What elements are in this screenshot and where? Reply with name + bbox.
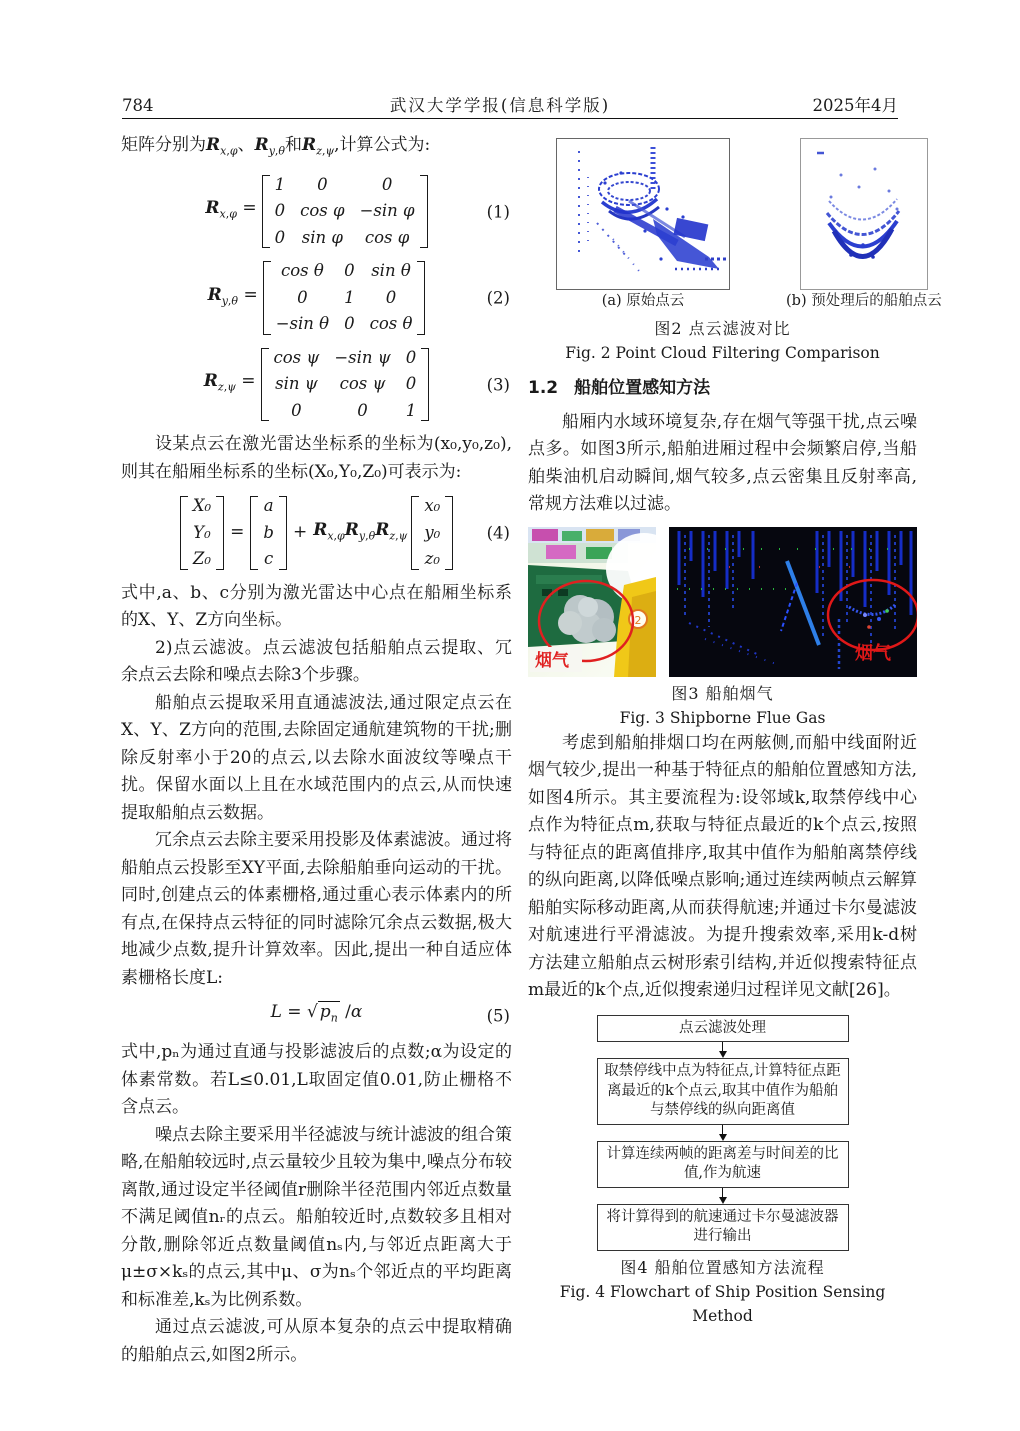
matrix-cell: 0 [274, 201, 286, 221]
paragraph: 式中,pₙ为通过直通与投影滤波后的点数;α为设定的体素常数。若L≤0.01,L取固定值0.01,防止栅格不含点云。 [121, 1042, 512, 1118]
matrix [261, 345, 430, 425]
flowchart-box-4: 将计算得到的航速通过卡尔曼滤波器进行输出 [597, 1204, 849, 1251]
matrix-bracket [262, 175, 270, 249]
matrix-label: $R_{y,\theta}$ = [207, 284, 258, 308]
left-column [121, 132, 512, 1369]
equals-sign: = [230, 522, 245, 543]
paragraph: 矩阵分别为$R_{x,\varphi}$、$R_{y,\theta}$和$R_{z,\psi}$,计算公式为: [121, 135, 431, 158]
paragraph: 2)点云滤波。点云滤波包括船舶点云提取、冗余点云去除和噪点去除3个步骤。 [121, 637, 512, 686]
matrix-bracket [417, 261, 425, 335]
matrix-cell: a [263, 496, 274, 516]
figure3-pointcloud-image [669, 527, 917, 677]
matrix-bracket [216, 496, 224, 570]
matrix-cell: 0 [381, 174, 393, 194]
vector [250, 493, 287, 573]
smoke-label-pointcloud: 烟气 [855, 642, 891, 664]
matrix-cell: 0 [344, 314, 355, 334]
figure-3 [528, 527, 917, 730]
equation-number: (5) [486, 1006, 510, 1026]
paragraph: 通过点云滤波,可从原本复杂的点云中提取精确的船舶点云,如图2所示。 [121, 1317, 512, 1365]
matrix-cell: z₀ [424, 549, 440, 569]
matrix-cell: 0 [344, 261, 355, 281]
matrix-cell: cos φ [300, 201, 345, 221]
matrix-cell: Z₀ [192, 549, 211, 569]
matrix-cell: 1 [344, 287, 355, 307]
paragraph: 噪点去除主要采用半径滤波与统计滤波的组合策略,在船舶较远时,点云量较少且较为集中,噪点分布较离散,通过设定半径阈值r删除半径范围内邻近点数量不满足阈值nᵣ的点云。船舶较近时,点数较多且相对分散,删除邻近点数量阈值nₛ内,与邻近点距离大于μ±σ×kₛ的点云,其中μ、σ为nₛ个邻近点的平均距离和标准差,kₛ为比例系数。 [121, 1124, 512, 1310]
paragraph: 船厢内水域环境复杂,存在烟气等强干扰,点云噪点多。如图3所示,船舶进厢过程中会频繁启停,当船舶柴油机启动瞬间,烟气较多,点云密集且反射率高,常规方法难以过滤。 [528, 411, 917, 514]
equation-3 [121, 345, 512, 425]
flowchart-arrow [719, 1125, 727, 1141]
right-column [528, 132, 942, 1328]
paragraph: 式中,a、b、c分别为激光雷达中心点在船厢坐标系的X、Y、Z方向坐标。 [121, 582, 512, 631]
matrix-cell: sin θ [371, 261, 411, 281]
matrix-cell: 0 [317, 174, 328, 194]
equation-body: L = √ $p_n$ /α [270, 1002, 363, 1025]
matrix-cell: 0 [291, 400, 302, 420]
matrix-cell: 0 [385, 287, 397, 307]
matrix-cell: sin φ [301, 227, 343, 247]
flowchart-arrow [719, 1042, 727, 1058]
equation-number: (3) [486, 374, 510, 394]
section-heading-1-2 [528, 375, 917, 403]
matrix-cell: 1 [274, 174, 286, 194]
figure4-caption-en: Fig. 4 Flowchart of Ship Position Sensing Method [559, 1282, 886, 1325]
matrix-cell: 0 [357, 400, 368, 420]
matrix-cell: −sin θ [275, 314, 330, 334]
matrix-label: $R_{x,\varphi}$ = [205, 198, 257, 221]
matrix-bracket [420, 175, 428, 249]
flowchart-box-2: 取禁停线中点为特征点,计算特征点距离最近的k个点云,取其中值作为船舶与禁停线的纵向距离值 [597, 1058, 849, 1125]
equation-1 [121, 172, 512, 252]
matrix-cell: cos φ [364, 227, 410, 247]
figure3-ship-smoke-photo [528, 527, 656, 677]
figure2b-subcaption: (b) 预处理后的船舶点云 [786, 293, 942, 309]
paragraph: 冗余点云去除主要采用投影及体素滤波。通过将船舶点云投影至XY平面,去除船舶垂向运动的干扰。同时,创建点云的体素栅格,通过重心表示体素内的所有点,在保持点云特征的同时滤除冗余点云数据,极大地减少点数,提升计算效率。因此,提出一种自适应体素栅格长度L: [121, 830, 512, 988]
matrix-bracket [411, 496, 419, 570]
figure-2 [528, 138, 942, 365]
equation-number: (4) [486, 523, 510, 543]
matrix-bracket [421, 348, 429, 422]
matrix [263, 258, 426, 338]
figure2-caption-en: Fig. 2 Point Cloud Filtering Comparison [565, 344, 880, 362]
matrix-cell: cos ψ [339, 374, 386, 394]
figure4-caption-zh: 图4 船舶位置感知方法流程 [620, 1257, 825, 1277]
rotation-matrices-product: $R_{x,\varphi}R_{y,\theta}R_{z,\psi}$ [313, 519, 408, 543]
equation-4 [121, 493, 512, 573]
matrix-cell: cos θ [280, 261, 324, 281]
matrix-bracket [279, 496, 287, 570]
matrix-cell: c [264, 549, 274, 569]
matrix-cell: Y₀ [193, 522, 211, 542]
section-title: 船舶位置感知方法 [574, 378, 711, 398]
matrix-cell: y₀ [424, 522, 441, 542]
smoke-label-photo: 烟气 [535, 650, 569, 671]
header-rule [122, 118, 898, 119]
matrix-cell: 0 [274, 227, 286, 247]
matrix-cell: 0 [405, 374, 417, 394]
flowchart-box-1: 点云滤波处理 [597, 1015, 849, 1043]
section-number: 1.2 [528, 378, 559, 398]
matrix-cell: −sin φ [359, 201, 415, 221]
figure3-caption-en: Fig. 3 Shipborne Flue Gas [619, 708, 826, 727]
page-number: 784 [122, 96, 154, 115]
journal-title: 武汉大学学报(信息科学版) [389, 96, 611, 115]
paragraph: 设某点云在激光雷达坐标系的坐标为(x₀,y₀,z₀),则其在船厢坐标系的坐标(X₀,Y₀,Z₀)可表示为: [121, 434, 512, 482]
matrix-label: $R_{z,\psi}$ = [203, 371, 256, 394]
matrix-cell: 0 [297, 287, 308, 307]
page-header [122, 92, 898, 116]
matrix-cell: −sin ψ [334, 347, 391, 367]
equation-5 [121, 999, 512, 1032]
vector [180, 493, 224, 573]
matrix-cell: cos θ [369, 314, 413, 334]
paragraph: 考虑到船舶排烟口均在两舷侧,而船中线面附近烟气较少,提出一种基于特征点的船舶位置感知方法,如图4所示。其主要流程为:设邻域k,取禁停线中心点作为特征点m,获取与特征点最近的k个点云,按照与特征点的距离值排序,取其中值作为船舶离禁停线的纵向距离,以降低噪点影响;通过连续两帧点云解算船舶实际移动距离,从而获得航速;并通过卡尔曼滤波对航速进行平滑滤波。为提升搜索效率,采用k-d树方法建立船舶点云树形索引结构,并近似搜索特征点m最近的k个点,近似搜索递归过程详见文献[26]。 [528, 732, 917, 1000]
matrix-cell: 1 [405, 400, 417, 420]
vector [411, 493, 453, 573]
matrix-bracket [261, 348, 269, 422]
plus-sign: + [292, 522, 308, 543]
equation-number: (1) [486, 201, 510, 221]
matrix-cell: 0 [405, 347, 417, 367]
flowchart-arrow [719, 1188, 727, 1204]
figure2a-subcaption: (a) 原始点云 [601, 293, 685, 309]
issue-date: 2025年4月 [812, 96, 898, 115]
equation-2 [121, 258, 512, 338]
matrix [262, 172, 428, 252]
figure3-caption-zh: 图3 船舶烟气 [671, 683, 774, 703]
matrix-cell: sin ψ [275, 374, 318, 394]
figure2b-filtered-pointcloud-image [800, 138, 928, 290]
figure2a-original-pointcloud-image [556, 138, 730, 290]
matrix-cell: cos ψ [273, 347, 320, 367]
equation-number: (2) [486, 288, 510, 308]
paragraph: 船舶点云提取采用直通滤波法,通过限定点云在X、Y、Z方向的范围,去除固定通航建筑物的干扰;删除反射率小于20的点云,以去除水面波纹等噪点干扰。保留水面以上且在水域范围内的点云,从而快速提取船舶点云数据。 [121, 692, 512, 823]
matrix-cell: b [263, 522, 274, 542]
matrix-bracket [180, 496, 188, 570]
svg-text:2: 2 [634, 613, 642, 627]
figure2-caption-zh: 图2 点云滤波对比 [654, 319, 791, 338]
matrix-bracket [263, 261, 271, 335]
matrix-bracket [445, 496, 453, 570]
matrix-cell: X₀ [192, 496, 212, 516]
flowchart-box-3: 计算连续两帧的距离差与时间差的比值,作为航速 [597, 1141, 849, 1188]
matrix-bracket [250, 496, 258, 570]
figure4-flowchart [597, 1015, 849, 1251]
matrix-cell: x₀ [424, 496, 441, 516]
